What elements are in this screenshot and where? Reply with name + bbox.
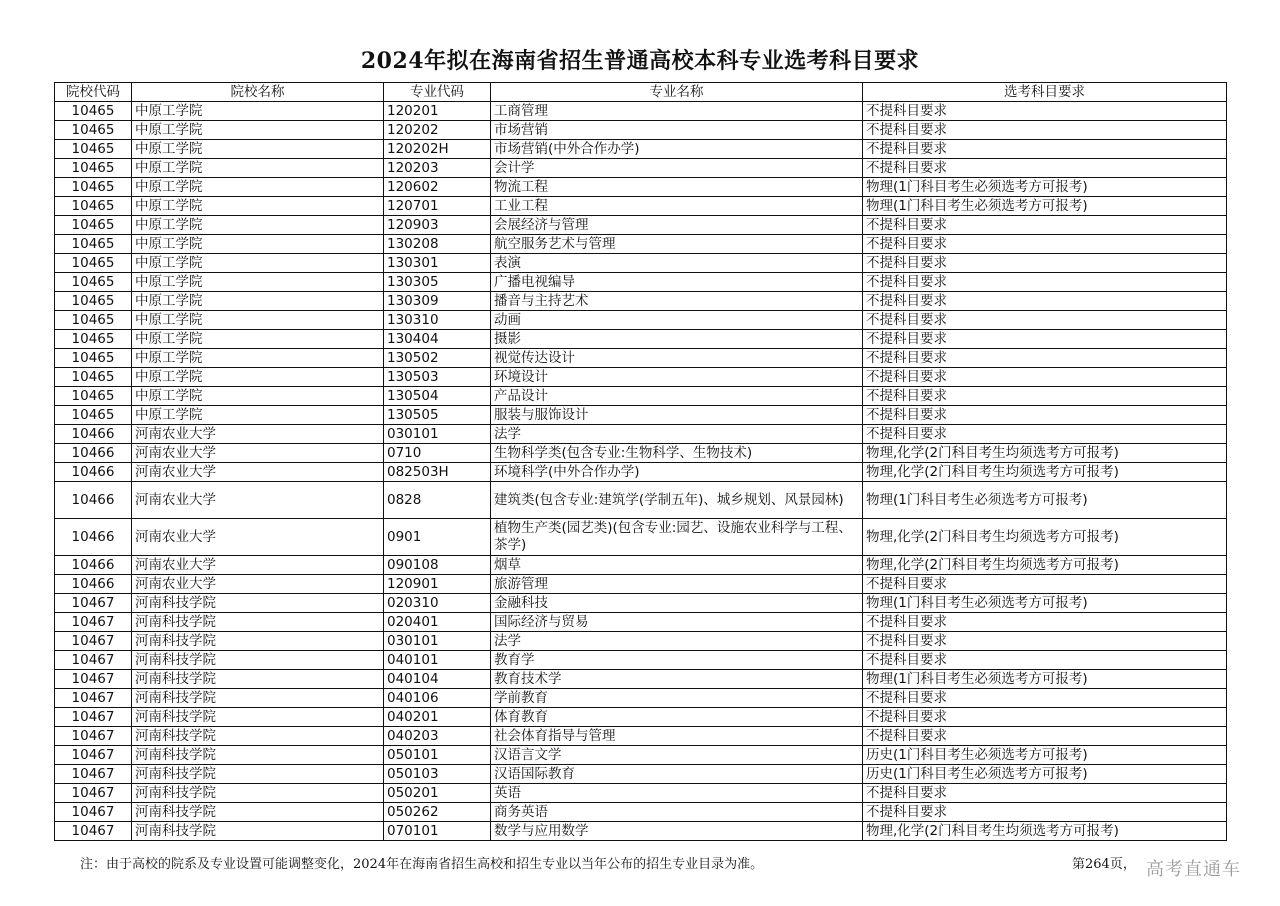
school-name-cell: 河南科技学院: [132, 822, 384, 841]
requirement-cell: 不提科目要求: [863, 121, 1227, 140]
school-code-cell: 10465: [55, 178, 132, 197]
school-code-cell: 10467: [55, 765, 132, 784]
requirement-cell: 不提科目要求: [863, 632, 1227, 651]
requirement-cell: 不提科目要求: [863, 727, 1227, 746]
major-name-cell: 法学: [491, 425, 863, 444]
header-subject-requirement: 选考科目要求: [863, 83, 1227, 102]
major-name-cell: 会计学: [491, 159, 863, 178]
table-row: [55, 670, 1227, 689]
major-code-cell: 120903: [384, 216, 491, 235]
school-name-cell: 中原工学院: [132, 311, 384, 330]
major-name-cell: 体育教育: [491, 708, 863, 727]
school-name-cell: 中原工学院: [132, 273, 384, 292]
document-title: 2024年拟在海南省招生普通高校本科专业选考科目要求: [360, 48, 920, 74]
header-school-code: 院校代码: [55, 83, 132, 102]
requirement-cell: 不提科目要求: [863, 689, 1227, 708]
major-code-cell: 040101: [384, 651, 491, 670]
school-code-cell: 10466: [55, 425, 132, 444]
major-code-cell: 050201: [384, 784, 491, 803]
table-row: [55, 651, 1227, 670]
school-name-cell: 中原工学院: [132, 216, 384, 235]
table-row: [55, 311, 1227, 330]
requirement-cell: 物理(1门科目考生必须选考方可报考): [863, 594, 1227, 613]
school-name-cell: 中原工学院: [132, 178, 384, 197]
major-code-cell: 020401: [384, 613, 491, 632]
major-name-cell: 工商管理: [491, 102, 863, 121]
school-name-cell: 河南农业大学: [132, 575, 384, 594]
requirement-cell: 物理(1门科目考生必须选考方可报考): [863, 197, 1227, 216]
school-name-cell: 中原工学院: [132, 102, 384, 121]
requirement-cell: 不提科目要求: [863, 311, 1227, 330]
table-row: [55, 197, 1227, 216]
major-name-cell: 教育学: [491, 651, 863, 670]
school-name-cell: 河南科技学院: [132, 689, 384, 708]
major-code-cell: 130208: [384, 235, 491, 254]
table-row: [55, 463, 1227, 482]
school-name-cell: 中原工学院: [132, 387, 384, 406]
school-name-cell: 河南农业大学: [132, 463, 384, 482]
major-code-cell: 130309: [384, 292, 491, 311]
requirement-cell: 不提科目要求: [863, 216, 1227, 235]
school-name-cell: 中原工学院: [132, 159, 384, 178]
table-row: [55, 689, 1227, 708]
page-number: 第264页，: [1072, 857, 1136, 872]
table-row: [55, 765, 1227, 784]
major-name-cell: 动画: [491, 311, 863, 330]
table-row: [55, 406, 1227, 425]
major-name-cell: 表演: [491, 254, 863, 273]
requirement-cell: 不提科目要求: [863, 159, 1227, 178]
school-code-cell: 10467: [55, 727, 132, 746]
major-code-cell: 050262: [384, 803, 491, 822]
major-name-cell: 汉语国际教育: [491, 765, 863, 784]
school-code-cell: 10467: [55, 784, 132, 803]
requirement-cell: 物理,化学(2门科目考生均须选考方可报考): [863, 463, 1227, 482]
table-row: [55, 178, 1227, 197]
requirement-cell: 不提科目要求: [863, 349, 1227, 368]
school-name-cell: 中原工学院: [132, 197, 384, 216]
major-code-cell: 0901: [384, 519, 491, 556]
major-code-cell: 050103: [384, 765, 491, 784]
major-code-cell: 130310: [384, 311, 491, 330]
table-row: [55, 159, 1227, 178]
major-name-cell: 航空服务艺术与管理: [491, 235, 863, 254]
major-code-cell: 030101: [384, 425, 491, 444]
school-code-cell: 10465: [55, 216, 132, 235]
major-code-cell: 130505: [384, 406, 491, 425]
school-name-cell: 河南科技学院: [132, 670, 384, 689]
school-code-cell: 10466: [55, 519, 132, 556]
school-code-cell: 10467: [55, 822, 132, 841]
header-major-code: 专业代码: [384, 83, 491, 102]
major-name-cell: 播音与主持艺术: [491, 292, 863, 311]
table-row: [55, 784, 1227, 803]
school-code-cell: 10465: [55, 140, 132, 159]
table-row: [55, 632, 1227, 651]
school-code-cell: 10465: [55, 387, 132, 406]
table-header-row: [55, 83, 1227, 102]
school-code-cell: 10466: [55, 575, 132, 594]
requirement-cell: 物理,化学(2门科目考生均须选考方可报考): [863, 519, 1227, 556]
table-row: [55, 482, 1227, 519]
table-row: [55, 330, 1227, 349]
major-code-cell: 120202: [384, 121, 491, 140]
major-code-cell: 130301: [384, 254, 491, 273]
table-row: [55, 368, 1227, 387]
requirement-cell: 物理(1门科目考生必须选考方可报考): [863, 670, 1227, 689]
table-row: [55, 708, 1227, 727]
school-code-cell: 10467: [55, 613, 132, 632]
school-name-cell: 河南农业大学: [132, 444, 384, 463]
major-name-cell: 环境科学(中外合作办学): [491, 463, 863, 482]
major-name-cell: 物流工程: [491, 178, 863, 197]
requirement-cell: 不提科目要求: [863, 784, 1227, 803]
school-code-cell: 10465: [55, 368, 132, 387]
school-name-cell: 河南科技学院: [132, 632, 384, 651]
requirement-cell: 不提科目要求: [863, 140, 1227, 159]
table-row: [55, 140, 1227, 159]
major-code-cell: 020310: [384, 594, 491, 613]
school-name-cell: 中原工学院: [132, 368, 384, 387]
school-code-cell: 10465: [55, 102, 132, 121]
school-name-cell: 中原工学院: [132, 406, 384, 425]
school-name-cell: 河南科技学院: [132, 727, 384, 746]
table-row: [55, 254, 1227, 273]
major-code-cell: 082503H: [384, 463, 491, 482]
major-code-cell: 130404: [384, 330, 491, 349]
requirement-cell: 不提科目要求: [863, 254, 1227, 273]
school-code-cell: 10465: [55, 349, 132, 368]
table-row: [55, 425, 1227, 444]
major-code-cell: 0828: [384, 482, 491, 519]
major-name-cell: 数学与应用数学: [491, 822, 863, 841]
school-code-cell: 10465: [55, 254, 132, 273]
school-code-cell: 10467: [55, 689, 132, 708]
school-code-cell: 10467: [55, 803, 132, 822]
school-name-cell: 中原工学院: [132, 330, 384, 349]
school-code-cell: 10467: [55, 651, 132, 670]
major-code-cell: 040106: [384, 689, 491, 708]
major-code-cell: 050101: [384, 746, 491, 765]
table-row: [55, 556, 1227, 575]
table-row: [55, 803, 1227, 822]
requirement-cell: 物理,化学(2门科目考生均须选考方可报考): [863, 822, 1227, 841]
requirement-cell: 物理,化学(2门科目考生均须选考方可报考): [863, 556, 1227, 575]
table-body: [55, 102, 1227, 841]
school-name-cell: 河南农业大学: [132, 519, 384, 556]
table-row: [55, 235, 1227, 254]
school-name-cell: 中原工学院: [132, 349, 384, 368]
major-code-cell: 120201: [384, 102, 491, 121]
major-name-cell: 旅游管理: [491, 575, 863, 594]
major-code-cell: 120202H: [384, 140, 491, 159]
major-name-cell: 产品设计: [491, 387, 863, 406]
major-name-cell: 学前教育: [491, 689, 863, 708]
major-name-cell: 烟草: [491, 556, 863, 575]
requirement-cell: 不提科目要求: [863, 235, 1227, 254]
major-name-cell: 市场营销: [491, 121, 863, 140]
table-row: [55, 216, 1227, 235]
major-code-cell: 130504: [384, 387, 491, 406]
school-name-cell: 河南科技学院: [132, 594, 384, 613]
table-row: [55, 121, 1227, 140]
table-row: [55, 613, 1227, 632]
requirement-cell: 不提科目要求: [863, 368, 1227, 387]
table-row: [55, 387, 1227, 406]
requirement-cell: 历史(1门科目考生必须选考方可报考): [863, 746, 1227, 765]
school-name-cell: 河南科技学院: [132, 784, 384, 803]
school-name-cell: 河南科技学院: [132, 613, 384, 632]
major-code-cell: 120701: [384, 197, 491, 216]
major-name-cell: 商务英语: [491, 803, 863, 822]
school-name-cell: 中原工学院: [132, 235, 384, 254]
table-row: [55, 273, 1227, 292]
requirement-cell: 不提科目要求: [863, 708, 1227, 727]
school-code-cell: 10467: [55, 594, 132, 613]
table-row: [55, 575, 1227, 594]
requirement-cell: 不提科目要求: [863, 330, 1227, 349]
major-code-cell: 130503: [384, 368, 491, 387]
school-code-cell: 10467: [55, 670, 132, 689]
requirement-cell: 不提科目要求: [863, 273, 1227, 292]
school-name-cell: 河南科技学院: [132, 651, 384, 670]
table-row: [55, 292, 1227, 311]
school-name-cell: 中原工学院: [132, 292, 384, 311]
school-code-cell: 10467: [55, 746, 132, 765]
table-row: [55, 349, 1227, 368]
requirement-cell: 物理(1门科目考生必须选考方可报考): [863, 178, 1227, 197]
major-name-cell: 工业工程: [491, 197, 863, 216]
school-name-cell: 河南科技学院: [132, 708, 384, 727]
header-school-name: 院校名称: [132, 83, 384, 102]
school-code-cell: 10465: [55, 330, 132, 349]
major-code-cell: 040104: [384, 670, 491, 689]
watermark: 高考直通车: [1146, 859, 1241, 880]
major-name-cell: 法学: [491, 632, 863, 651]
table-row: [55, 444, 1227, 463]
header-major-name: 专业名称: [491, 83, 863, 102]
school-code-cell: 10465: [55, 406, 132, 425]
school-code-cell: 10466: [55, 556, 132, 575]
school-code-cell: 10465: [55, 121, 132, 140]
major-name-cell: 服装与服饰设计: [491, 406, 863, 425]
major-name-cell: 社会体育指导与管理: [491, 727, 863, 746]
major-code-cell: 130502: [384, 349, 491, 368]
school-code-cell: 10465: [55, 292, 132, 311]
school-code-cell: 10465: [55, 235, 132, 254]
requirement-cell: 不提科目要求: [863, 425, 1227, 444]
major-code-cell: 040201: [384, 708, 491, 727]
major-name-cell: 市场营销(中外合作办学): [491, 140, 863, 159]
school-name-cell: 河南农业大学: [132, 556, 384, 575]
school-code-cell: 10465: [55, 311, 132, 330]
requirement-cell: 不提科目要求: [863, 575, 1227, 594]
school-name-cell: 河南科技学院: [132, 765, 384, 784]
major-name-cell: 环境设计: [491, 368, 863, 387]
school-name-cell: 河南科技学院: [132, 746, 384, 765]
requirement-cell: 物理,化学(2门科目考生均须选考方可报考): [863, 444, 1227, 463]
requirement-cell: 不提科目要求: [863, 406, 1227, 425]
major-name-cell: 摄影: [491, 330, 863, 349]
requirement-cell: 不提科目要求: [863, 102, 1227, 121]
requirement-cell: 历史(1门科目考生必须选考方可报考): [863, 765, 1227, 784]
requirement-cell: 不提科目要求: [863, 292, 1227, 311]
major-name-cell: 广播电视编导: [491, 273, 863, 292]
major-name-cell: 会展经济与管理: [491, 216, 863, 235]
school-name-cell: 中原工学院: [132, 121, 384, 140]
major-name-cell: 视觉传达设计: [491, 349, 863, 368]
major-code-cell: 040203: [384, 727, 491, 746]
table-row: [55, 519, 1227, 556]
school-code-cell: 10465: [55, 197, 132, 216]
table-row: [55, 727, 1227, 746]
major-code-cell: 120602: [384, 178, 491, 197]
footnote: 注：由于高校的院系及专业设置可能调整变化，2024年在海南省招生高校和招生专业以当年公布的招生专业目录为准。: [80, 857, 764, 872]
major-name-cell: 植物生产类(园艺类)(包含专业:园艺、设施农业科学与工程、茶学): [491, 519, 863, 556]
major-name-cell: 生物科学类(包含专业:生物科学、生物技术): [491, 444, 863, 463]
major-code-cell: 030101: [384, 632, 491, 651]
table-row: [55, 822, 1227, 841]
school-name-cell: 河南农业大学: [132, 482, 384, 519]
requirement-cell: 物理(1门科目考生必须选考方可报考): [863, 482, 1227, 519]
school-name-cell: 中原工学院: [132, 140, 384, 159]
school-code-cell: 10466: [55, 463, 132, 482]
major-name-cell: 英语: [491, 784, 863, 803]
major-code-cell: 130305: [384, 273, 491, 292]
school-name-cell: 河南科技学院: [132, 803, 384, 822]
major-code-cell: 0710: [384, 444, 491, 463]
requirement-cell: 不提科目要求: [863, 651, 1227, 670]
major-code-cell: 120203: [384, 159, 491, 178]
school-code-cell: 10466: [55, 482, 132, 519]
major-name-cell: 汉语言文学: [491, 746, 863, 765]
requirement-cell: 不提科目要求: [863, 387, 1227, 406]
school-name-cell: 河南农业大学: [132, 425, 384, 444]
requirements-table: [54, 82, 1227, 841]
school-code-cell: 10465: [55, 159, 132, 178]
major-name-cell: 建筑类(包含专业:建筑学(学制五年)、城乡规划、风景园林): [491, 482, 863, 519]
major-code-cell: 120901: [384, 575, 491, 594]
school-name-cell: 中原工学院: [132, 254, 384, 273]
school-code-cell: 10467: [55, 632, 132, 651]
table-row: [55, 102, 1227, 121]
requirement-cell: 不提科目要求: [863, 803, 1227, 822]
major-name-cell: 教育技术学: [491, 670, 863, 689]
requirement-cell: 不提科目要求: [863, 613, 1227, 632]
table-row: [55, 746, 1227, 765]
table-row: [55, 594, 1227, 613]
school-code-cell: 10466: [55, 444, 132, 463]
major-code-cell: 090108: [384, 556, 491, 575]
major-name-cell: 金融科技: [491, 594, 863, 613]
school-code-cell: 10465: [55, 273, 132, 292]
school-code-cell: 10467: [55, 708, 132, 727]
major-code-cell: 070101: [384, 822, 491, 841]
major-name-cell: 国际经济与贸易: [491, 613, 863, 632]
